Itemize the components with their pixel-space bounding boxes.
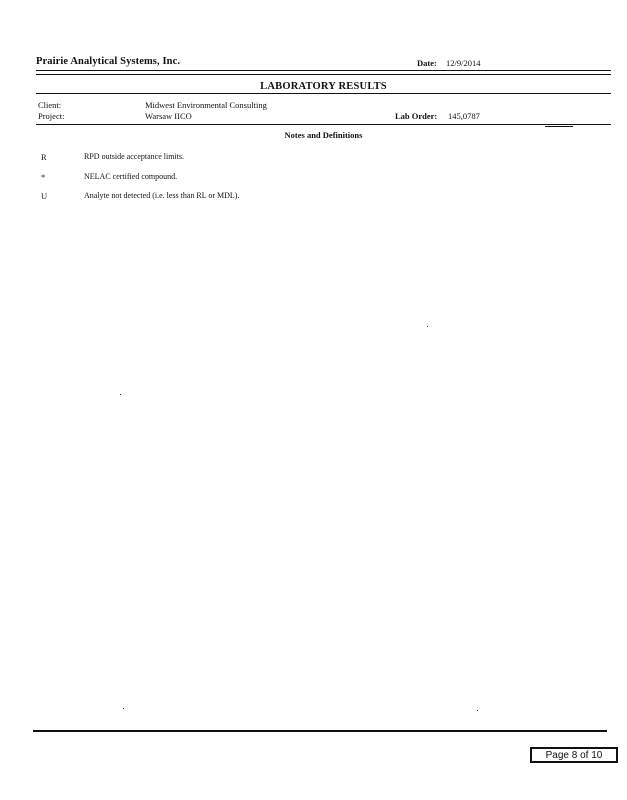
client-value: Midwest Environmental Consulting <box>145 100 267 110</box>
page-number-box <box>530 747 618 763</box>
date-value: 12/9/2014 <box>446 58 481 68</box>
date-label: Date: <box>417 58 437 68</box>
company-name: Prairie Analytical Systems, Inc. <box>36 56 181 67</box>
client-label: Client: <box>38 100 62 110</box>
note-text: NELAC certified compound. <box>84 172 178 181</box>
lab-order-label: Lab Order: <box>395 111 438 121</box>
report-title: LABORATORY RESULTS <box>260 81 387 92</box>
project-label: Project: <box>38 111 65 121</box>
scan-speck <box>477 710 478 711</box>
header-rule-top <box>36 70 611 71</box>
note-code: U <box>41 191 48 201</box>
notes-heading: Notes and Definitions <box>284 130 363 140</box>
header-rule-top-thin <box>36 74 611 75</box>
scan-speck <box>120 394 121 395</box>
note-text: Analyte not detected (i.e. less than RL or MDL). <box>84 191 240 200</box>
scan-speck <box>123 708 124 709</box>
note-code: * <box>41 172 46 182</box>
page-number: Page 8 of 10 <box>545 749 603 761</box>
scan-speck <box>427 326 428 327</box>
info-rule-accent <box>545 126 573 127</box>
lab-order-value: 145,0787 <box>448 111 480 121</box>
project-value: Warsaw IICO <box>145 111 192 121</box>
info-rule <box>36 124 611 125</box>
note-code: R <box>41 152 47 162</box>
footer-rule <box>33 730 607 732</box>
title-rule <box>36 93 611 94</box>
note-text: RPD outside acceptance limits. <box>84 152 184 161</box>
